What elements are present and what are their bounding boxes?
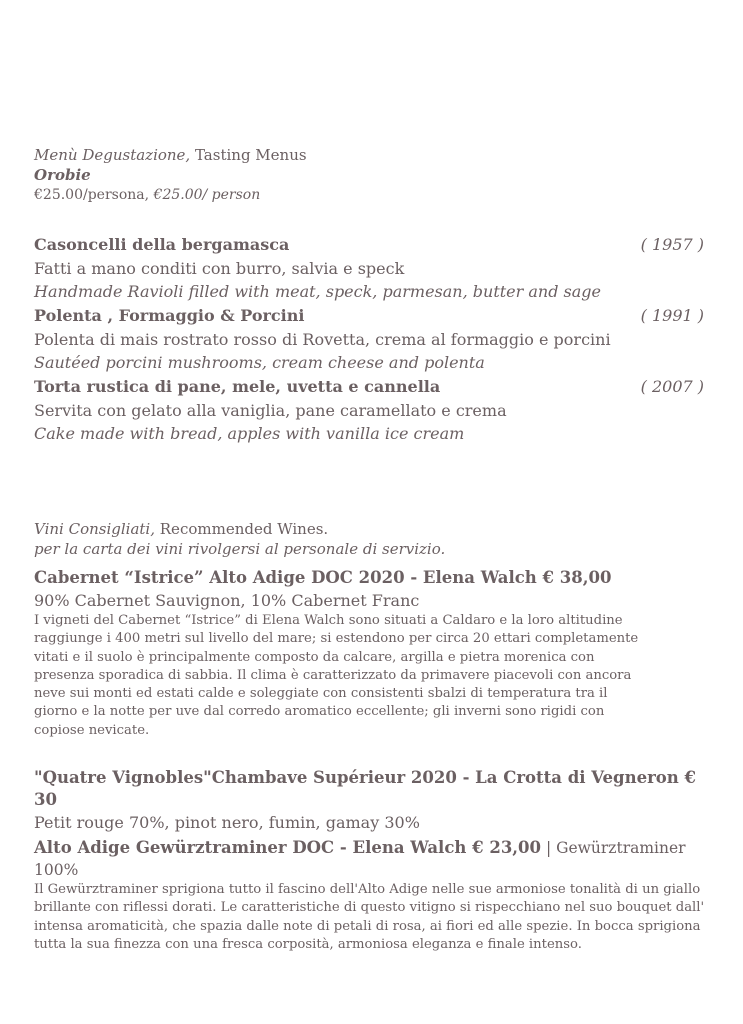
wine-title: Cabernet “Istrice” Alto Adige DOC 2020 - Elena Walch € 38,00 (34, 568, 612, 587)
description-line: brillante con riflessi dorati. Le caratteristiche di questo vitigno si rispecchiano nel suo bouquet dall' (34, 900, 705, 916)
dish-item (34, 374, 724, 445)
wine-title: "Quatre Vignobles"Chambave Supérieur 2020 - La Crotta di Vegneron € 30 (34, 768, 696, 809)
menu-name: Orobie (34, 166, 91, 184)
dish-name: Torta rustica di pane, mele, uvetta e cannella (34, 377, 441, 396)
dish-row (34, 374, 724, 399)
tasting-menu-header (34, 145, 724, 205)
dish-item (34, 303, 724, 374)
menu-title (34, 145, 724, 165)
wine-description (34, 612, 724, 740)
dish-description-it: Fatti a mano conditi con burro, salvia e speck (34, 259, 405, 278)
dish-year: ( 2007 ) (640, 377, 704, 396)
dish-year: ( 1991 ) (640, 306, 704, 325)
wines-header (34, 519, 724, 559)
wine-title-text: Alto Adige Gewürztraminer DOC - Elena Walch € 23,00 (34, 838, 542, 857)
dish-year: ( 1957 ) (640, 235, 704, 254)
description-line: vitati e il suolo è principalmente composto da calcare, argilla e pietra morenica con (34, 649, 595, 665)
description-line: presenza sporadica di sabbia. Il clima è caratterizzato da primavere piacevoli con ancora (34, 667, 632, 683)
description-line: intensa aromaticità, che spazia dalle note di petali di rosa, ai fiori ed alle spezie. In bocca sprigiona (34, 918, 701, 934)
menu-price (34, 185, 724, 205)
wine-description (34, 881, 734, 954)
dish-row (34, 232, 724, 257)
menu-title-it: Menù Degustazione, (34, 146, 191, 164)
dish-description-it: Polenta di mais rostrato rosso di Rovetta, crema al formaggio e porcini (34, 330, 611, 349)
wines-note: per la carta dei vini rivolgersi al personale di servizio. (34, 540, 446, 558)
dish-item (34, 232, 724, 303)
dish-description-it: Servita con gelato alla vaniglia, pane caramellato e crema (34, 401, 507, 420)
wines-heading (34, 519, 724, 539)
dish-name: Polenta , Formaggio & Porcini (34, 306, 305, 325)
wine-item (34, 767, 724, 834)
description-line: tutta la sua finezza con una fresca corposità, armoniosa eleganza e finale intenso. (34, 936, 582, 952)
dish-name: Casoncelli della bergamasca (34, 235, 290, 254)
wine-title (34, 837, 734, 881)
menu-price-en: €25.00/ person (153, 187, 261, 203)
description-line: raggiunge i 400 metri sul livello del mare; si estendono per circa 20 ettari completamente (34, 631, 639, 647)
menu-title-en: Tasting Menus (190, 146, 307, 164)
description-line: neve sui monti ed estati calde e soleggiate con consistenti sbalzi di temperatura tra il (34, 686, 608, 702)
dish-row (34, 303, 724, 328)
wines-heading-en: Recommended Wines. (155, 520, 329, 538)
dish-description-en: Handmade Ravioli filled with meat, speck, parmesan, butter and sage (34, 282, 602, 301)
wines-heading-it: Vini Consigliati, (34, 520, 155, 538)
dish-description-en: Sautéed porcini mushrooms, cream cheese and polenta (34, 353, 485, 372)
wine-item (34, 567, 724, 740)
menu-price-it: €25.00/persona, (34, 187, 154, 203)
wine-item (34, 837, 734, 954)
description-line: I vigneti del Cabernet “Istrice” di Elena Walch sono situati a Caldaro e la loro altitudine (34, 613, 623, 628)
wine-title-suffix: | Gewürztraminer 100% (34, 839, 686, 879)
description-line: copiose nevicate. (34, 722, 150, 738)
description-line: Il Gewürztraminer sprigiona tutto il fascino dell'Alto Adige nelle sue armoniose tonalità di un giallo (34, 882, 701, 897)
wine-grapes: 90% Cabernet Sauvignon, 10% Cabernet Franc (34, 591, 420, 610)
dish-description-en: Cake made with bread, apples with vanilla ice cream (34, 424, 465, 443)
wine-grapes: Petit rouge 70%, pinot nero, fumin, gamay 30% (34, 813, 420, 832)
description-line: giorno e la notte per uve dal corredo aromatico eccellente; gli inverni sono rigidi con (34, 704, 605, 720)
